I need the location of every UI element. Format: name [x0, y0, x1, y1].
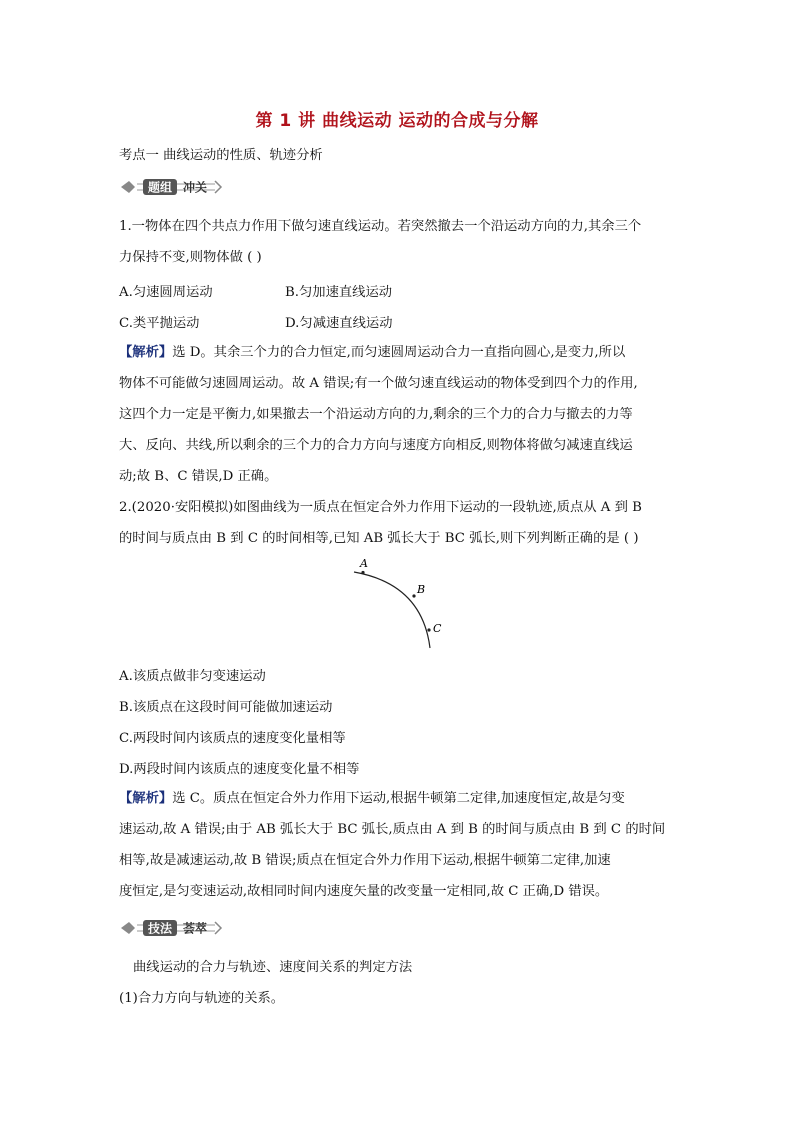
q2-analysis-line2: 速运动,故 A 错误;由于 AB 弧长大于 BC 弧长,质点由 A 到 B 的时间与质点由 B 到 C 的时间 [119, 822, 666, 837]
q1-option-a: A.匀速圆周运动 [119, 285, 213, 300]
banner-question-group [119, 176, 223, 198]
banner-arrow-left-icon [121, 922, 135, 934]
trajectory-figure [350, 556, 450, 652]
q2-option-d: D.两段时间内该质点的速度变化量不相等 [119, 762, 360, 777]
q1-analysis-line3: 这四个力一定是平衡力,如果撤去一个沿运动方向的力,剩余的三个力的合力与撤去的力等 [119, 407, 633, 422]
q1-analysis-line5: 动;故 B、C 错误,D 正确。 [119, 469, 278, 484]
point-c-label: C [433, 622, 442, 635]
section-heading: 考点一 曲线运动的性质、轨迹分析 [119, 148, 323, 163]
q2-option-b: B.该质点在这段时间可能做加速运动 [119, 700, 333, 715]
point-c-dot [427, 628, 430, 631]
banner-arrow-left-icon [121, 181, 135, 193]
banner-method-summary [119, 917, 223, 939]
banner-label-left: 题组 [147, 180, 173, 195]
q2-stem-line2: 的时间与质点由 B 到 C 的时间相等,已知 AB 弧长大于 BC 弧长,则下列判断正确的是 ( ) [119, 531, 639, 546]
q2-option-c: C.两段时间内该质点的速度变化量相等 [119, 731, 346, 746]
q1-option-d: D.匀减速直线运动 [285, 316, 393, 331]
method-line2: (1)合力方向与轨迹的关系。 [119, 991, 285, 1006]
banner-label-right: 荟萃 [182, 921, 208, 936]
q2-analysis-tag: 【解析】 [119, 791, 173, 806]
point-a-label: A [360, 557, 368, 570]
q1-stem-line1: 1.一物体在四个共点力作用下做匀速直线运动。若突然撤去一个沿运动方向的力,其余三个 [119, 219, 642, 234]
q2-analysis-line4: 度恒定,是匀变速运动,故相同时间内速度矢量的改变量一定相同,故 C 正确,D 错误。 [119, 884, 609, 899]
q1-option-b: B.匀加速直线运动 [285, 285, 393, 300]
q1-analysis-line1: 【解析】选 D。其余三个力的合力恒定,而匀速圆周运动合力一直指向圆心,是变力,所以 [119, 345, 626, 360]
q2-analysis-line1: 【解析】选 C。质点在恒定合外力作用下运动,根据牛顿第二定律,加速度恒定,故是匀变 [119, 791, 625, 806]
q2-analysis-line3: 相等,故是减速运动,故 B 错误;质点在恒定合外力作用下运动,根据牛顿第二定律,加速 [119, 853, 611, 868]
banner-label-left: 技法 [147, 921, 173, 936]
q2-option-a: A.该质点做非匀变速运动 [119, 669, 266, 684]
q1-stem-line2: 力保持不变,则物体做 ( ) [119, 250, 262, 265]
point-a-dot [361, 571, 364, 574]
page-title: 第 1 讲 曲线运动 运动的合成与分解 [255, 111, 539, 131]
q1-analysis-line2: 物体不可能做匀速圆周运动。故 A 错误;有一个做匀速直线运动的物体受到四个力的作用, [119, 376, 638, 391]
q2-stem-line1: 2.(2020·安阳模拟)如图曲线为一质点在恒定合外力作用下运动的一段轨迹,质点从 A 到 B [119, 500, 642, 515]
method-line1: 曲线运动的合力与轨迹、速度间关系的判定方法 [133, 960, 413, 975]
q1-analysis-tag: 【解析】 [119, 345, 173, 360]
q1-analysis-line4: 大、反向、共线,所以剩余的三个力的合力方向与速度方向相反,则物体将做匀减速直线运 [119, 438, 633, 453]
point-b-label: B [417, 583, 426, 596]
point-b-dot [412, 594, 415, 597]
banner-label-right: 冲关 [182, 180, 208, 195]
q1-option-c: C.类平抛运动 [119, 316, 200, 331]
